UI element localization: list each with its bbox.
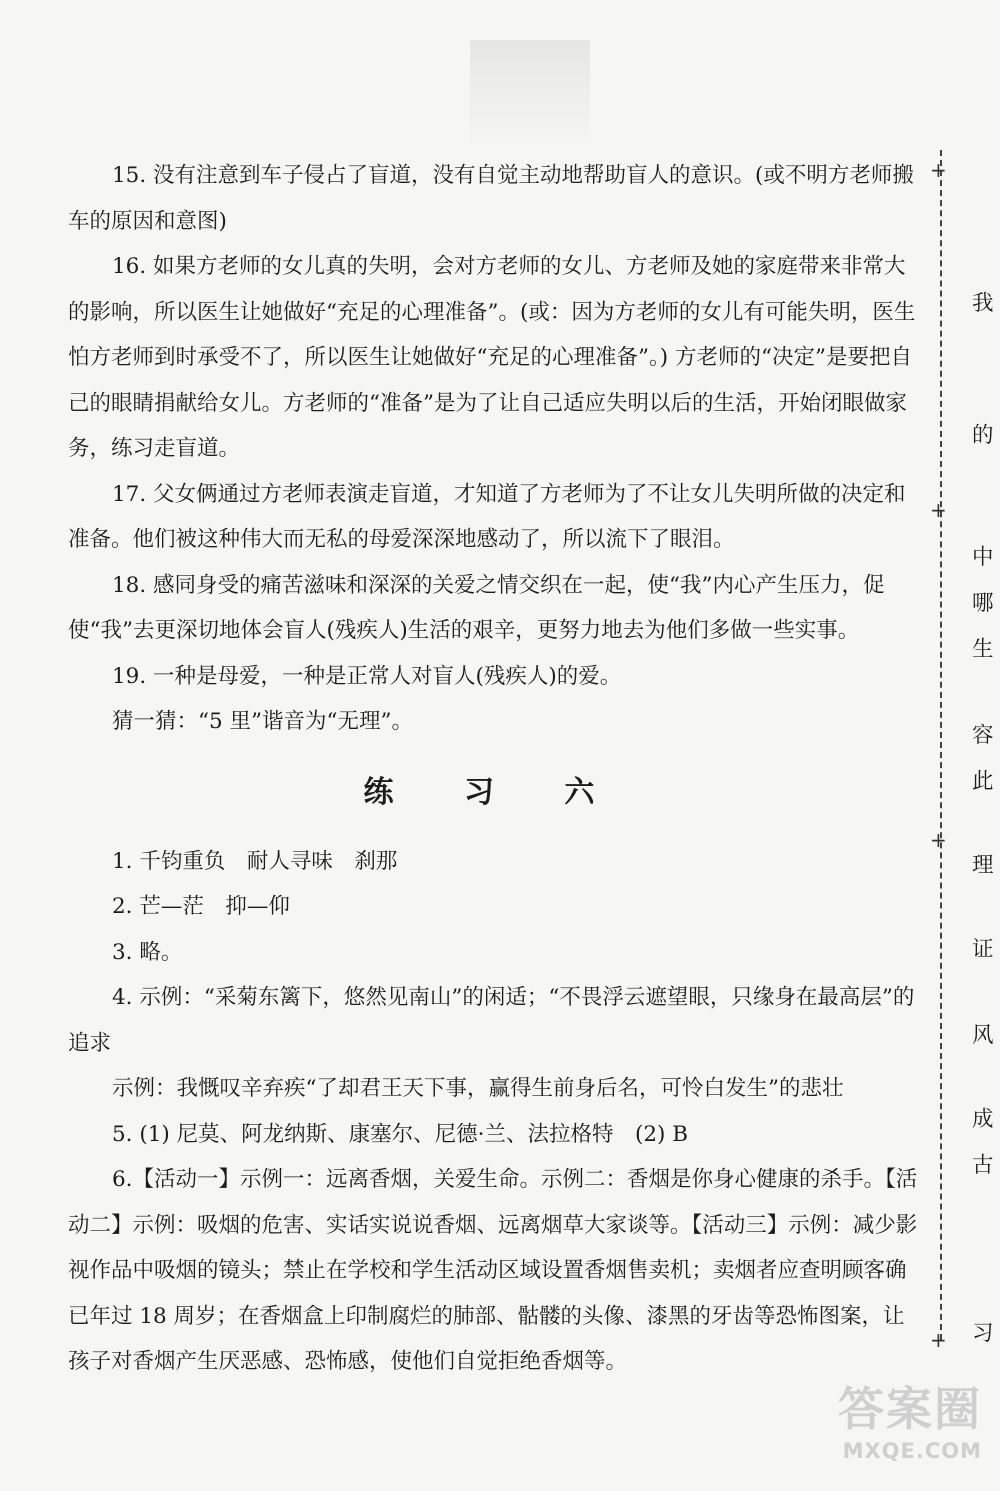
fragment-char: 生: [972, 637, 994, 662]
cut-line-cross: +: [930, 1328, 947, 1352]
exercise6-answer-5: 5. (1) 尼莫、阿龙纳斯、康塞尔、尼德·兰、法拉格特 (2) B: [112, 1121, 689, 1147]
exercise6-answer-4: 4. 示例：“采菊东篱下，悠然见南山”的闲适；“不畏浮云遮望眼，只缘身在最高层”的追求: [68, 985, 915, 1056]
cut-line-cross: +: [930, 498, 947, 522]
fragment-char: 成: [972, 1107, 994, 1132]
fragment-char: 的: [972, 423, 994, 448]
fragment-char: 此: [972, 769, 994, 794]
answer-17: 17. 父女俩通过方老师表演走盲道，才知道了方老师为了不让女儿失明所做的决定和准备。他们被这种伟大而无私的母爱深深地感动了，所以流下了眼泪。: [68, 481, 906, 552]
fragment-char: 古: [972, 1153, 994, 1178]
watermark-logo: 答案圈: [838, 1382, 982, 1436]
fragment-char: 中: [972, 545, 994, 570]
exercise6-answer-1: 1. 千钧重负 耐人寻味 刹那: [112, 848, 398, 874]
answer-text-column: [68, 153, 920, 1385]
fragment-char: 理: [972, 853, 994, 878]
answer-16: 16. 如果方老师的女儿真的失明，会对方老师的女儿、方老师及她的家庭带来非常大的影响，所以医生让她做好“充足的心理准备”。(或：因为方老师的女儿有可能失明，医生怕方老师到时承受不了，所以医生让她做好“充足的心理准备”。) 方老师的“决定”是要把自己的眼睛捐献给女儿。方老师的“准备”是为了让自己适应失明以后的生活，开始闭眼做家务，练习走盲道。: [68, 254, 916, 461]
answer-18: 18. 感同身受的痛苦滋味和深深的关爱之情交织在一起，使“我”内心产生压力，促使“我”去更深切地体会盲人(残疾人)生活的艰辛，更努力地去为他们多做一些实事。: [68, 572, 885, 643]
riddle-answer: 猜一猜：“5 里”谐音为“无理”。: [112, 709, 413, 734]
cut-line: [940, 150, 942, 1340]
exercise6-answer-3: 3. 略。: [112, 939, 183, 965]
fragment-char: 习: [972, 1321, 994, 1346]
adjacent-page-fragment: [972, 0, 1000, 1491]
watermark: [838, 1373, 982, 1463]
answer-15: 15. 没有注意到车子侵占了盲道，没有自觉主动地帮助盲人的意识。(或不明方老师搬车的原因和意图): [68, 163, 914, 234]
fragment-char: 容: [972, 723, 994, 748]
fragment-char: 我: [972, 291, 994, 316]
scan-smudge: [470, 40, 590, 150]
fragment-char: 证: [972, 937, 994, 962]
answer-19: 19. 一种是母爱，一种是正常人对盲人(残疾人)的爱。: [112, 663, 622, 689]
cut-line-cross: +: [930, 158, 947, 182]
exercise6-answer-4-example: 示例：我慨叹辛弃疾“了却君王天下事，赢得生前身后名，可怜白发生”的悲壮: [112, 1076, 844, 1101]
fragment-char: 风: [972, 1023, 994, 1048]
section-title: 练 习 六: [363, 774, 625, 810]
exercise6-answer-6: 6.【活动一】示例一：远离香烟，关爱生命。示例二：香烟是你身心健康的杀手。【活动二】示例：吸烟的危害、实话实说说香烟、远离烟草大家谈等。【活动三】示例：减少影视作品中吸烟的镜头；禁止在学校和学生活动区域设置香烟售卖机；卖烟者应查明顾客确已年过 18 周岁；在香烟盒上印制腐烂的肺部、骷髅的头像、漆黑的牙齿等恐怖图案，让孩子对香烟产生厌恶感、恐怖感，使他们自觉拒绝香烟等。: [68, 1167, 918, 1374]
fragment-char: 哪: [972, 591, 994, 616]
watermark-url: MXQE.COM: [842, 1439, 982, 1463]
exercise6-answer-2: 2. 芒—茫 抑—仰: [112, 894, 290, 919]
cut-line-cross: +: [930, 828, 947, 852]
